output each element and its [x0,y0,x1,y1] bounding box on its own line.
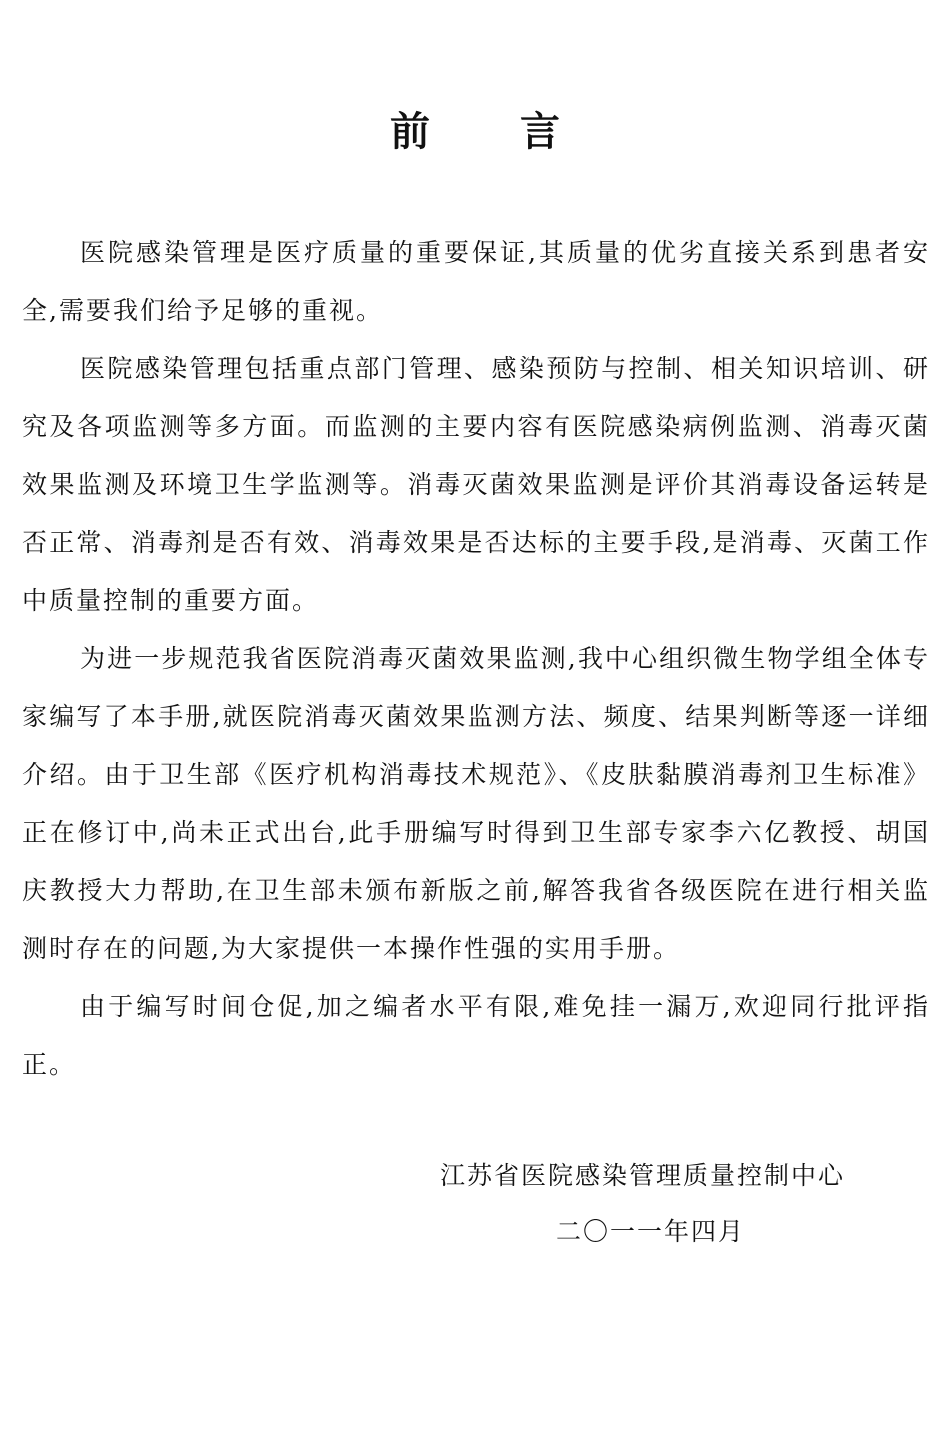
paragraph-3: 为进一步规范我省医院消毒灭菌效果监测,我中心组织微生物学组全体专家编写了本手册,就医院消毒灭菌效果监测方法、频度、结果判断等逐一详细介绍。由于卫生部《医疗机构消毒技术规范》、《皮肤黏膜消毒剂卫生标准》正在修订中,尚未正式出台,此手册编写时得到卫生部专家李六亿教授、胡国庆教授大力帮助,在卫生部未颁布新版之前,解答我省各级医院在进行相关监测时存在的问题,为大家提供一本操作性强的实用手册。 [22,644,930,963]
page-title: 前言 [390,108,650,155]
paragraph-1: 医院感染管理是医疗质量的重要保证,其质量的优劣直接关系到患者安全,需要我们给予足够的重视。 [22,238,930,325]
signature-organization: 江苏省医院感染管理质量控制中心 [440,1161,846,1190]
signature-date: 二〇一一年四月 [556,1217,746,1246]
preface-body [22,224,930,1094]
paragraph-2: 医院感染管理包括重点部门管理、感染预防与控制、相关知识培训、研究及各项监测等多方面。而监测的主要内容有医院感染病例监测、消毒灭菌效果监测及环境卫生学监测等。消毒灭菌效果监测是评价其消毒设备运转是否正常、消毒剂是否有效、消毒效果是否达标的主要手段,是消毒、灭菌工作中质量控制的重要方面。 [22,354,930,615]
paragraph-4: 由于编写时间仓促,加之编者水平有限,难免挂一漏万,欢迎同行批评指正。 [22,992,930,1079]
